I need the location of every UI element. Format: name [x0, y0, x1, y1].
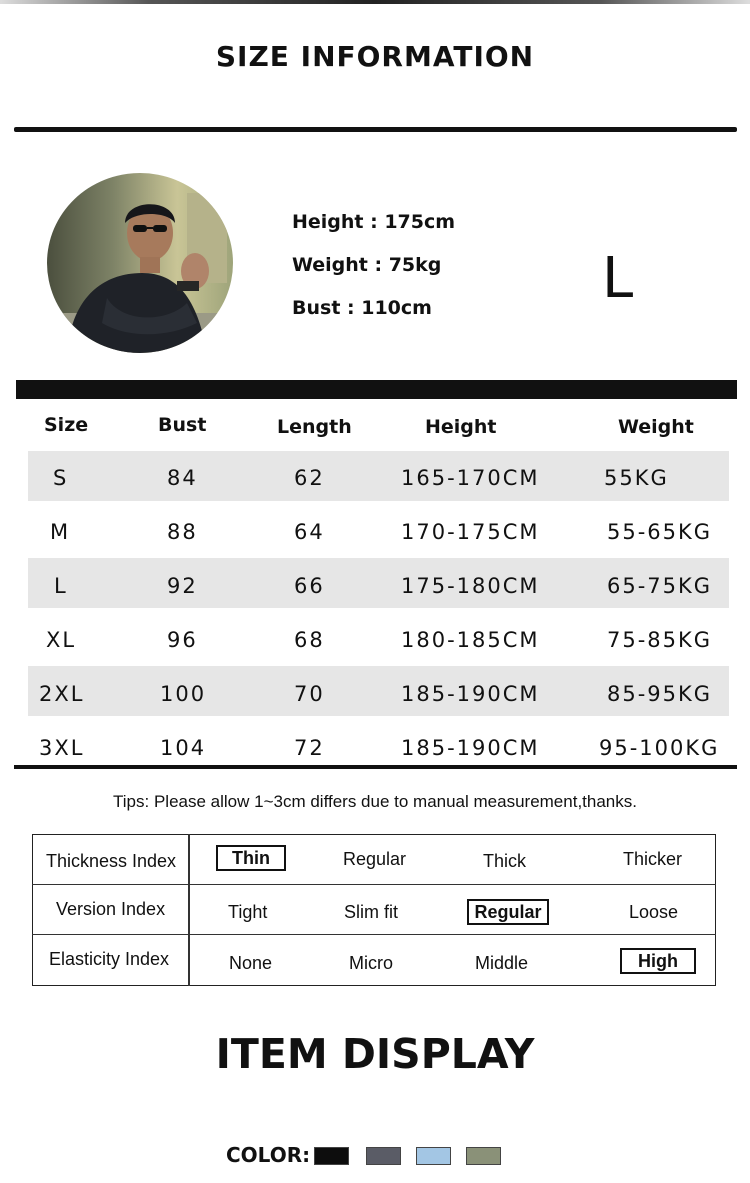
cell-height: 180-185CM	[401, 628, 540, 652]
header-length: Length	[277, 416, 352, 438]
cell-bust: 84	[167, 466, 198, 490]
version-option-tight: Tight	[228, 902, 268, 922]
cell-bust: 92	[167, 574, 198, 598]
elasticity-index-label: Elasticity Index	[49, 949, 170, 969]
divider	[14, 765, 737, 769]
cell-bust: 96	[167, 628, 198, 652]
cell-size: 3XL	[39, 736, 85, 760]
cell-weight: 95-100KG	[599, 736, 720, 760]
cell-size: L	[54, 574, 68, 598]
cell-length: 72	[294, 736, 325, 760]
cell-length: 66	[294, 574, 325, 598]
elasticity-option-none: None	[229, 953, 273, 973]
color-swatch-black[interactable]	[314, 1147, 349, 1165]
cell-height: 175-180CM	[401, 574, 540, 598]
cell-weight: 75-85KG	[607, 628, 713, 652]
cell-size: M	[50, 520, 71, 544]
cell-length: 64	[294, 520, 325, 544]
cell-weight: 55-65KG	[607, 520, 713, 544]
cell-height: 185-190CM	[401, 736, 540, 760]
color-swatch-olive[interactable]	[466, 1147, 501, 1165]
cell-size: S	[53, 466, 69, 490]
size-information-heading: SIZE INFORMATION	[215, 40, 535, 73]
divider	[14, 127, 737, 132]
model-bust: Bust : 110cm	[292, 297, 432, 319]
thickness-option-thicker: Thicker	[623, 849, 683, 869]
header-weight: Weight	[618, 416, 694, 438]
cell-height: 165-170CM	[401, 466, 540, 490]
index-row-divider	[32, 884, 716, 885]
cell-height: 185-190CM	[401, 682, 540, 706]
cell-height: 170-175CM	[401, 520, 540, 544]
cell-size: XL	[46, 628, 77, 652]
cell-bust: 100	[160, 682, 207, 706]
header-size: Size	[44, 414, 89, 436]
model-height: Height : 175cm	[292, 211, 456, 233]
tips-text: Tips: Please allow 1~3cm differs due to manual measurement,thanks.	[113, 792, 637, 811]
model-photo	[47, 173, 233, 353]
color-swatch-grey[interactable]	[366, 1147, 401, 1165]
cell-size: 2XL	[39, 682, 85, 706]
header-height: Height	[425, 416, 497, 438]
item-display-heading: ITEM DISPLAY	[215, 1030, 535, 1078]
elasticity-option-micro: Micro	[349, 953, 393, 973]
thickness-option-thick: Thick	[483, 851, 527, 871]
model-photo-illustration	[47, 173, 233, 353]
version-option-regular: Regular	[467, 899, 549, 925]
thickness-index-label: Thickness Index	[46, 851, 177, 871]
cell-length: 68	[294, 628, 325, 652]
cell-length: 70	[294, 682, 325, 706]
cell-weight: 55KG	[604, 466, 669, 490]
cell-weight: 65-75KG	[607, 574, 713, 598]
index-row-divider	[32, 934, 716, 935]
cell-weight: 85-95KG	[607, 682, 713, 706]
size-table-header-bar	[16, 380, 737, 399]
elasticity-option-middle: Middle	[475, 953, 529, 973]
version-index-label: Version Index	[56, 899, 166, 919]
thickness-option-regular: Regular	[343, 849, 407, 869]
model-weight: Weight : 75kg	[292, 254, 442, 276]
elasticity-option-high: High	[620, 948, 696, 974]
cell-length: 62	[294, 466, 325, 490]
model-size-label: L	[602, 246, 634, 311]
index-column-divider	[188, 834, 190, 986]
version-option-loose: Loose	[629, 902, 679, 922]
thickness-option-thin: Thin	[216, 845, 286, 871]
top-image-strip	[0, 0, 750, 4]
header-bust: Bust	[158, 414, 207, 436]
cell-bust: 104	[160, 736, 207, 760]
cell-bust: 88	[167, 520, 198, 544]
color-swatch-light-blue[interactable]	[416, 1147, 451, 1165]
version-option-slim-fit: Slim fit	[344, 902, 398, 922]
color-label: COLOR:	[226, 1143, 311, 1167]
